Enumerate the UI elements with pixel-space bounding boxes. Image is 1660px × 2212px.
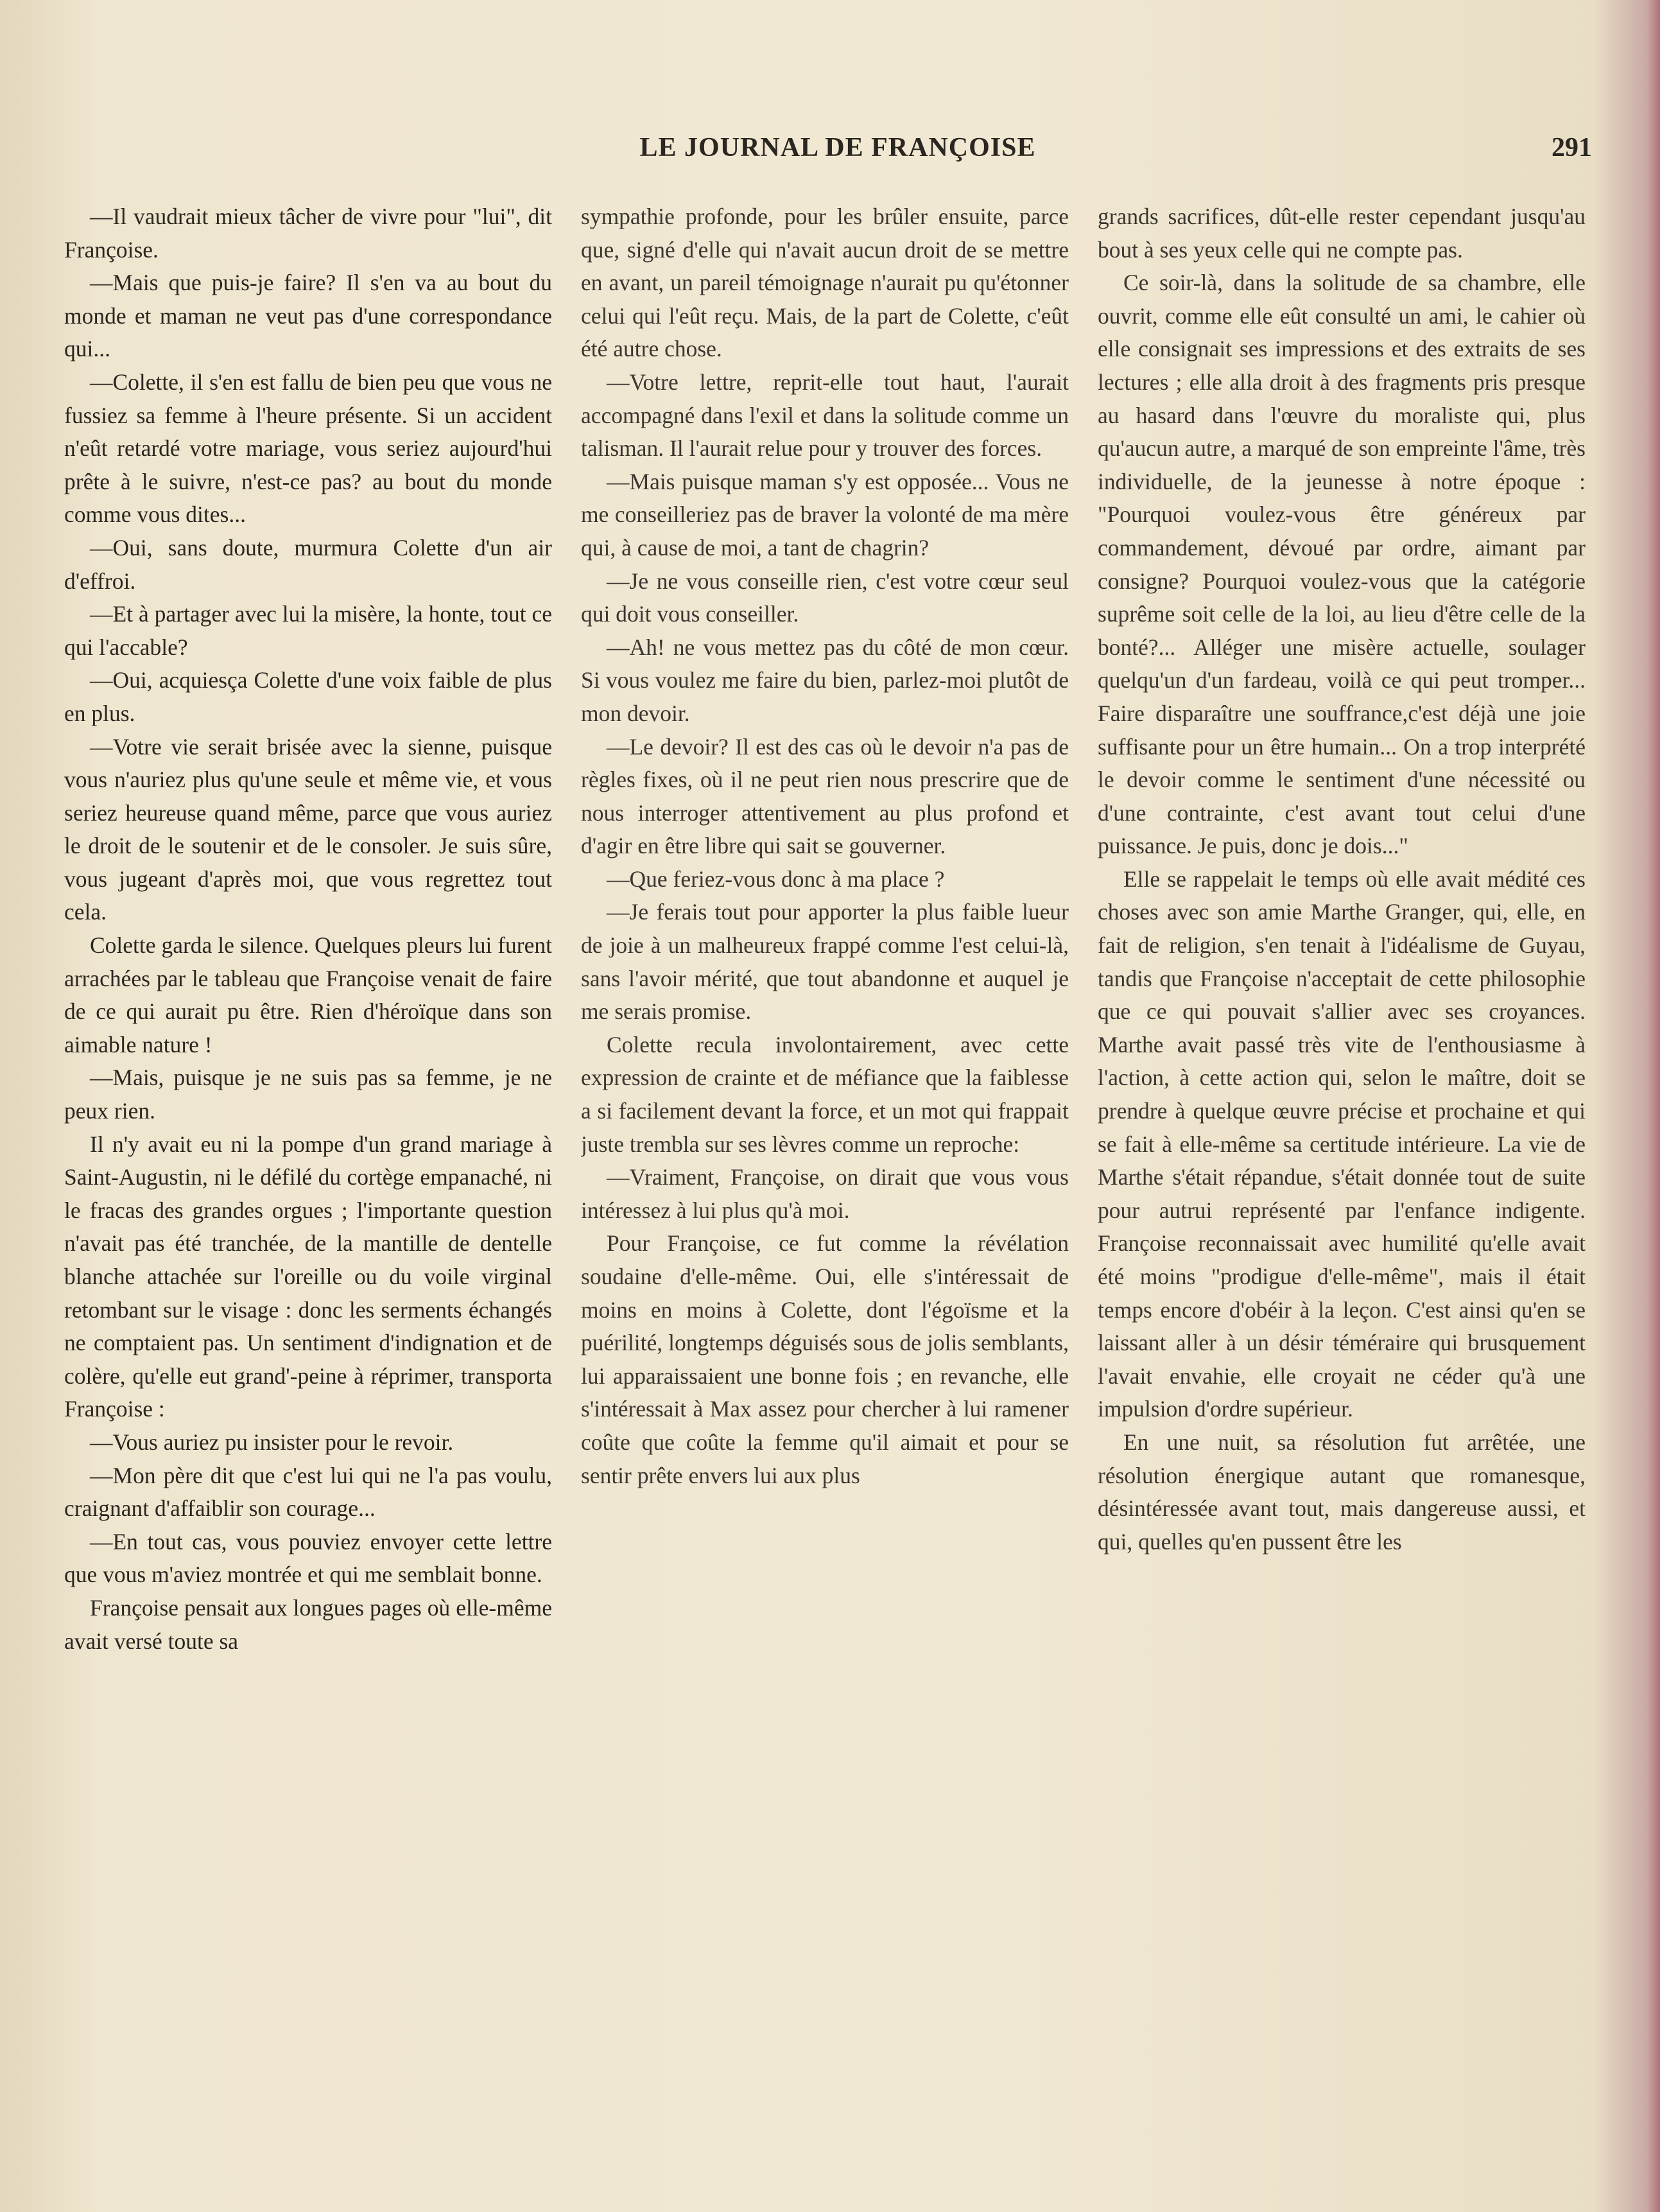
paragraph: —Ah! ne vous mettez pas du côté de mon cœur. Si vous voulez me faire du bien, parlez-moi plutôt de mon devoir. [581, 634, 1069, 726]
paragraph: —Votre vie serait brisée avec la sienne, puisque vous n'auriez plus qu'une seule et même vie, et vous seriez heureuse quand même, parce que vous auriez le droit de le soutenir et de le consoler. Je suis sûre, vous jugeant d'après moi, que vous regrettez tout cela. [64, 733, 552, 925]
paragraph: —En tout cas, vous pouviez envoyer cette lettre que vous m'aviez montrée et qui me semblait bonne. [64, 1528, 552, 1588]
text-column-middle [581, 200, 1069, 2127]
paragraph: —Vraiment, Françoise, on dirait que vous vous intéressez à lui plus qu'à moi. [581, 1164, 1069, 1223]
page-number: 291 [1552, 133, 1592, 162]
paragraph: grands sacrifices, dût-elle rester cependant jusqu'au bout à ses yeux celle qui ne compte pas. [1098, 204, 1586, 263]
paragraph: —Il vaudrait mieux tâcher de vivre pour "lui", dit Françoise. [64, 204, 552, 263]
paragraph: —Je ferais tout pour apporter la plus faible lueur de joie à un malheureux frappé comme l'est celui-là, sans l'avoir mérité, que tout abandonne et auquel je me serais promise. [581, 899, 1069, 1025]
paragraph: —Colette, il s'en est fallu de bien peu que vous ne fussiez sa femme à l'heure présente. Si un accident n'eût retardé votre mariage, vous seriez aujourd'hui prête à le suivre, n'est-ce pas? au bout du monde comme vous dites... [64, 369, 552, 528]
paragraph: Colette garda le silence. Quelques pleurs lui furent arrachées par le tableau que Françoise venait de faire de ce qui aurait pu être. Rien d'héroïque dans son aimable nature ! [64, 932, 552, 1058]
paragraph: —Mais que puis-je faire? Il s'en va au bout du monde et maman ne veut pas d'une correspondance qui... [64, 270, 552, 362]
text-column-left [64, 200, 552, 2127]
paragraph: Il n'y avait eu ni la pompe d'un grand mariage à Saint-Augustin, ni le défilé du cortège empanaché, ni le fracas des grandes orgues ; l'importante question n'avait pas été tranchée, de la mantille de dentelle blanche attachée sur l'oreille ou du voile virginal retombant sur le visage : donc les serments échangés ne comptaient pas. Un sentiment d'indignation et de colère, qu'elle eut grand'-peine à réprimer, transporta Françoise : [64, 1131, 552, 1422]
paragraph: —Oui, acquiesça Colette d'une voix faible de plus en plus. [64, 667, 552, 726]
paragraph: —Mais, puisque je ne suis pas sa femme, je ne peux rien. [64, 1065, 552, 1124]
paragraph: Ce soir-là, dans la solitude de sa chambre, elle ouvrit, comme elle eût consulté un ami, le cahier où elle consignait ses impressions et des extraits de ses lectures ; elle alla droit à des fragments pris presque au hasard dans l'œuvre du moraliste qui, plus qu'aucun autre, a marqué de son empreinte l'âme, très individuelle, de la jeunesse à notre époque : "Pourquoi voulez-vous être généreux par commandement, dévoué par ordre, aimant par consigne? Pourquoi voulez-vous que la catégorie suprême soit celle de la loi, au lieu d'être celle de la bonté?... Alléger une misère actuelle, soulager quelqu'un d'un fardeau, voilà ce qui peut tromper... Faire disparaître une souffrance,c'est déjà une joie suffisante pour un être humain... On a trop interprété le devoir comme le sentiment d'une nécessité ou d'une contrainte, c'est avant tout celui d'une puissance. Je puis, donc je dois..." [1098, 270, 1586, 859]
paragraph: sympathie profonde, pour les brûler ensuite, parce que, signé d'elle qui n'avait aucun droit de se mettre en avant, un pareil témoignage n'aurait pu qu'étonner celui qui l'eût reçu. Mais, de la part de Colette, c'eût été autre chose. [581, 204, 1069, 362]
paragraph: Colette recula involontairement, avec cette expression de crainte et de méfiance que la faiblesse a si facilement devant la force, et un mot qui frappait juste trembla sur ses lèvres comme un reproche: [581, 1031, 1069, 1157]
text-column-right [1098, 200, 1586, 2127]
paragraph: —Mon père dit que c'est lui qui ne l'a pas voulu, craignant d'affaiblir son courage... [64, 1462, 552, 1522]
paragraph: Pour Françoise, ce fut comme la révélation soudaine d'elle-même. Oui, elle s'intéressait de moins en moins à Colette, dont l'égoïsme et la puérilité, longtemps déguisés sous de jolis semblants, lui apparaissaient une bonne fois ; en revanche, elle s'intéressait à Max assez pour chercher à lui ramener coûte que coûte la femme qu'il aimait et pour se sentir prête envers lui aux plus [581, 1230, 1069, 1488]
paragraph: —Que feriez-vous donc à ma place ? [607, 866, 945, 892]
paragraph: —Mais puisque maman s'y est opposée... Vous ne me conseilleriez pas de braver la volonté de ma mère qui, à cause de moi, a tant de chagrin? [581, 468, 1069, 561]
page-header [83, 132, 1592, 171]
text-columns [64, 200, 1586, 2127]
paragraph: En une nuit, sa résolution fut arrêtée, une résolution énergique autant que romanesque, désintéressée avant tout, mais dangereuse aussi, et qui, quelles qu'en pussent être les [1098, 1429, 1586, 1554]
paragraph: Elle se rappelait le temps où elle avait médité ces choses avec son amie Marthe Granger, qui, elle, en fait de religion, s'en tenait à l'idéalisme de Guyau, tandis que Françoise n'acceptait de cette philosophie que ce qui pouvait s'allier avec ses croyances. Marthe avait passé très vite de l'enthousiasme à l'action, à cette action qui, selon le maître, doit se prendre à quelque œuvre précise et prochaine et qui se fait à elle-même sa certitude intérieure. La vie de Marthe s'était répandue, s'était donnée tout de suite pour autrui représenté par l'enfance indigente. Françoise reconnaissait avec humilité qu'elle avait été moins "prodigue d'elle-même", mais il était temps encore d'obéir à la leçon. C'est ainsi qu'en se laissant aller à un désir téméraire qui brusquement l'avait envahie, elle croyait ne céder qu'à une impulsion d'ordre supérieur. [1098, 866, 1586, 1422]
paragraph: Françoise pensait aux longues pages où elle-même avait versé toute sa [64, 1594, 552, 1654]
paragraph: —Oui, sans doute, murmura Colette d'un air d'effroi. [64, 534, 552, 594]
paragraph: —Je ne vous conseille rien, c'est votre cœur seul qui doit vous conseiller. [581, 568, 1069, 627]
running-title: LE JOURNAL DE FRANÇOISE [639, 133, 1036, 162]
paragraph: —Et à partager avec lui la misère, la honte, tout ce qui l'accable? [64, 601, 552, 660]
paragraph: —Votre lettre, reprit-elle tout haut, l'aurait accompagné dans l'exil et dans la solitude comme un talisman. Il l'aurait relue pour y trouver des forces. [581, 369, 1069, 462]
paragraph: —Vous auriez pu insister pour le revoir. [90, 1429, 454, 1455]
paragraph: —Le devoir? Il est des cas où le devoir n'a pas de règles fixes, où il ne peut rien nous prescrire que de nous interroger attentivement au plus profond et d'agir en être libre qui sait se gouverner. [581, 733, 1069, 859]
